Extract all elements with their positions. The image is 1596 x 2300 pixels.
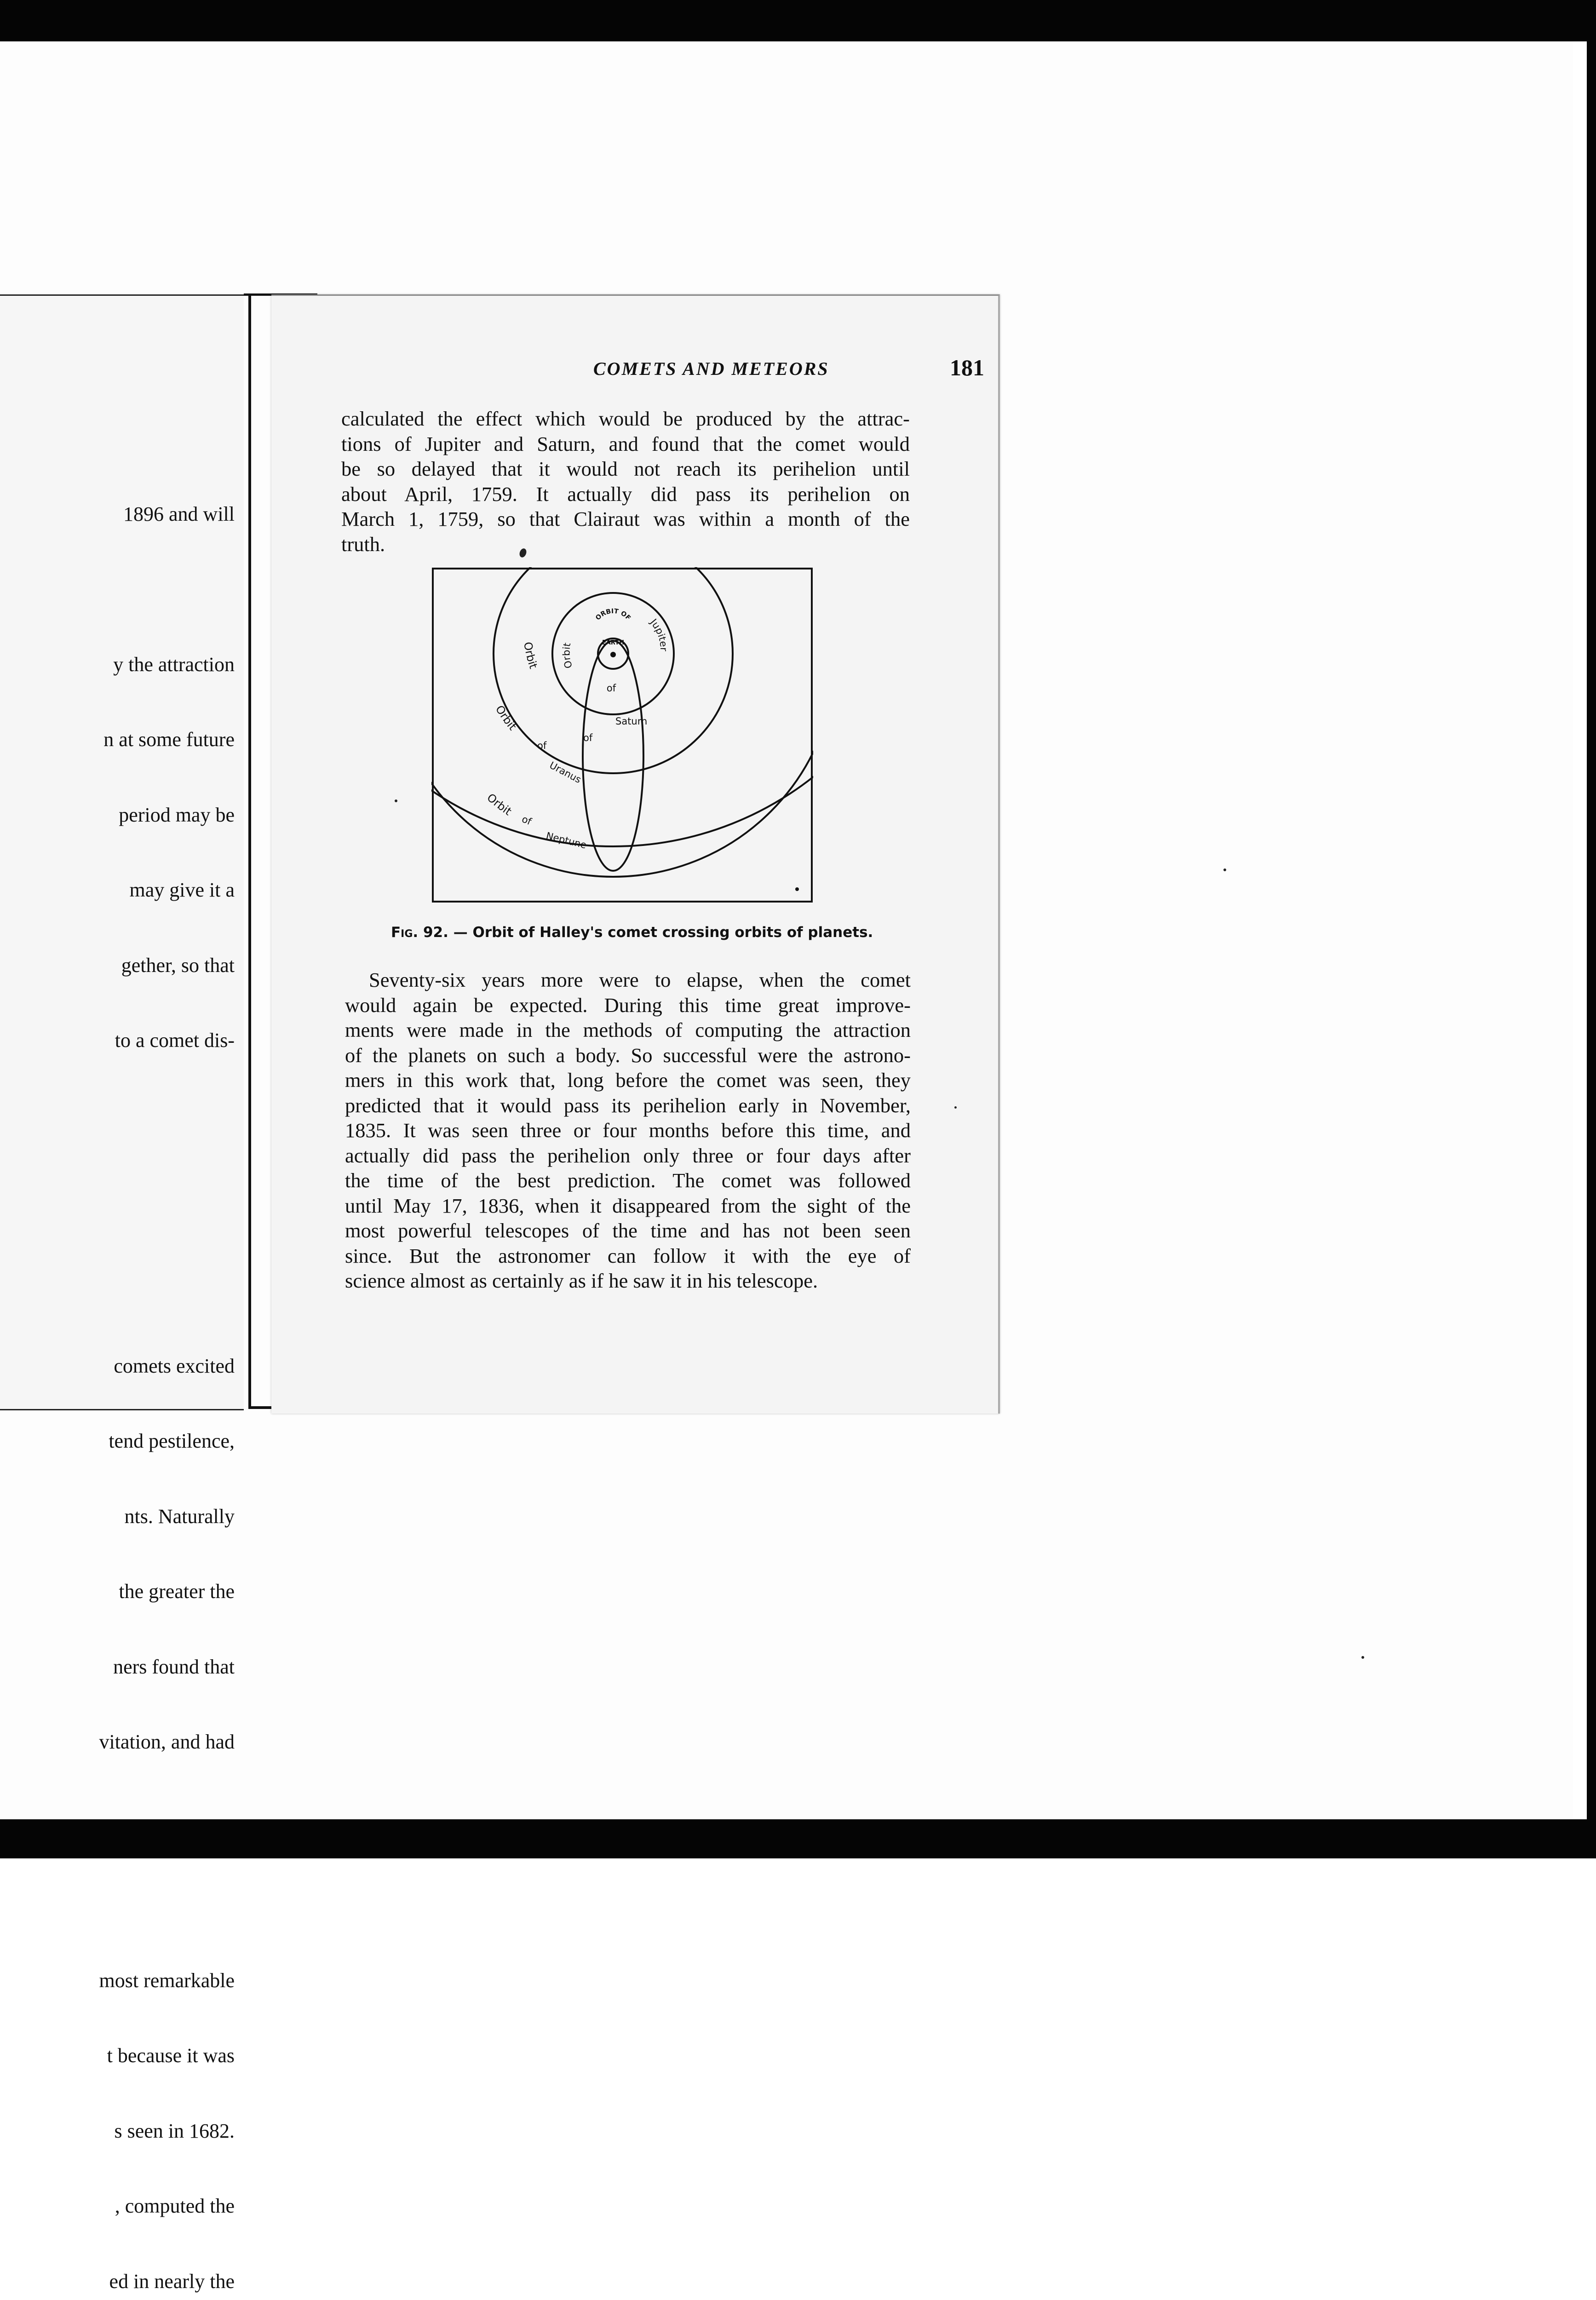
text-line: be so delayed that it would not reach its perihelion until bbox=[341, 456, 910, 482]
left-line: ners found that bbox=[0, 1655, 235, 1680]
text-line: 1835. It was seen three or four months before this time, and bbox=[345, 1118, 911, 1143]
text-line: until May 17, 1836, when it disappeared from the sight of the bbox=[345, 1193, 911, 1219]
text-line: about April, 1759. It actually did pass its perihelion on bbox=[341, 482, 910, 507]
left-text-group-2 bbox=[0, 1304, 235, 1805]
text-line: mers in this work that, long before the comet was seen, they bbox=[345, 1068, 911, 1093]
left-line: gether, so that bbox=[0, 953, 235, 978]
text-line: tions of Jupiter and Saturn, and found that the comet would bbox=[341, 431, 910, 457]
label-of-neptune: of bbox=[520, 813, 533, 827]
label-uranus: Uranus bbox=[548, 759, 583, 785]
figure-caption bbox=[391, 924, 897, 941]
book-spine-line bbox=[248, 294, 251, 1409]
text-line: most powerful telescopes of the time and has not been seen bbox=[345, 1218, 911, 1243]
left-line: may give it a bbox=[0, 878, 235, 903]
label-orbit-earth: ORBIT OF bbox=[594, 608, 632, 622]
scan-speck bbox=[395, 799, 397, 802]
label-of-saturn: of bbox=[583, 732, 593, 743]
left-line: the greater the bbox=[0, 1579, 235, 1604]
label-of-uranus: of bbox=[537, 740, 547, 751]
label-of-jupiter: of bbox=[607, 683, 616, 694]
left-text-group-1 bbox=[0, 452, 235, 1104]
text-line: truth. bbox=[341, 532, 910, 557]
label-orbit-saturn: Orbit bbox=[521, 641, 540, 671]
text-line: the time of the best prediction. The comet was followed bbox=[345, 1168, 911, 1193]
left-paragraph-gap bbox=[0, 1855, 235, 1868]
orbit-neptune bbox=[431, 567, 813, 846]
scan-speck bbox=[1223, 868, 1226, 871]
diagram-frame bbox=[433, 569, 812, 902]
scan-speck bbox=[1361, 1656, 1364, 1659]
text-line: March 1, 1759, so that Clairaut was within a month of the bbox=[341, 506, 910, 532]
text-line: of the planets on such a body. So successful were the astrono- bbox=[345, 1043, 911, 1068]
left-line: to a comet dis- bbox=[0, 1028, 235, 1053]
left-line: comets excited bbox=[0, 1354, 235, 1379]
halley-comet-orbit bbox=[583, 641, 643, 871]
label-orbit-uranus: Orbit bbox=[493, 703, 519, 733]
text-line: ments were made in the methods of computing the attraction bbox=[345, 1018, 911, 1043]
left-line: t because it was bbox=[0, 2043, 235, 2069]
left-page-text bbox=[0, 402, 235, 2300]
left-paragraph-gap bbox=[0, 1154, 235, 1179]
label-orbit-neptune: Orbit bbox=[484, 791, 514, 818]
left-line: 1896 and will bbox=[0, 502, 235, 527]
running-title: COMETS AND METEORS bbox=[593, 358, 829, 380]
left-text-group-3 bbox=[0, 1918, 235, 2300]
left-line: tend pestilence, bbox=[0, 1429, 235, 1454]
left-line: , computed the bbox=[0, 2194, 235, 2219]
orbit-diagram-svg bbox=[431, 567, 813, 903]
text-line: Seventy-six years more were to elapse, when the comet bbox=[345, 967, 911, 993]
page-number: 181 bbox=[950, 354, 984, 381]
scan-border-top bbox=[0, 0, 1596, 41]
scan-border-right bbox=[1587, 0, 1596, 1858]
text-line: predicted that it would pass its perihelion early in November, bbox=[345, 1093, 911, 1118]
text-line: science almost as certainly as if he saw it in his telescope. bbox=[345, 1268, 911, 1294]
left-line: ed in nearly the bbox=[0, 2269, 235, 2294]
figure-label: Fig. 92. bbox=[391, 924, 448, 941]
left-line-gap bbox=[0, 577, 235, 602]
left-line: n at some future bbox=[0, 727, 235, 753]
text-line: would again be expected. During this time great improve- bbox=[345, 993, 911, 1018]
left-page bbox=[0, 294, 244, 1410]
label-earth: EARTH bbox=[602, 639, 624, 646]
left-paragraph-gap bbox=[0, 1229, 235, 1254]
orbit-saturn bbox=[494, 567, 733, 773]
label-saturn: Saturn bbox=[615, 716, 647, 727]
left-line: s seen in 1682. bbox=[0, 2119, 235, 2144]
paragraph bbox=[345, 967, 911, 1294]
left-line: period may be bbox=[0, 803, 235, 828]
text-line: calculated the effect which would be produced by the attrac- bbox=[341, 406, 910, 431]
left-line: vitation, and had bbox=[0, 1730, 235, 1755]
scan-speck bbox=[795, 887, 799, 891]
label-jupiter: Jupiter bbox=[648, 616, 669, 651]
sun-point bbox=[610, 652, 616, 657]
scan-speck bbox=[954, 1106, 957, 1109]
left-line: nts. Naturally bbox=[0, 1504, 235, 1530]
running-head bbox=[465, 358, 984, 385]
scan-border-bottom bbox=[0, 1819, 1596, 1858]
left-line: y the attraction bbox=[0, 652, 235, 678]
left-line: most remarkable bbox=[0, 1968, 235, 1994]
label-neptune: Neptune bbox=[545, 830, 588, 851]
right-page bbox=[271, 294, 1000, 1414]
label-orbit-jupiter: Orbit bbox=[561, 642, 574, 669]
orbit-diagram bbox=[431, 567, 813, 903]
binding-edge-bottom bbox=[248, 1406, 274, 1409]
paragraph-continued bbox=[341, 406, 910, 557]
text-line: actually did pass the perihelion only three or four days after bbox=[345, 1143, 911, 1168]
figure-caption-text: — Orbit of Halley's comet crossing orbits of planets. bbox=[448, 924, 873, 941]
text-line: since. But the astronomer can follow it with the eye of bbox=[345, 1243, 911, 1269]
